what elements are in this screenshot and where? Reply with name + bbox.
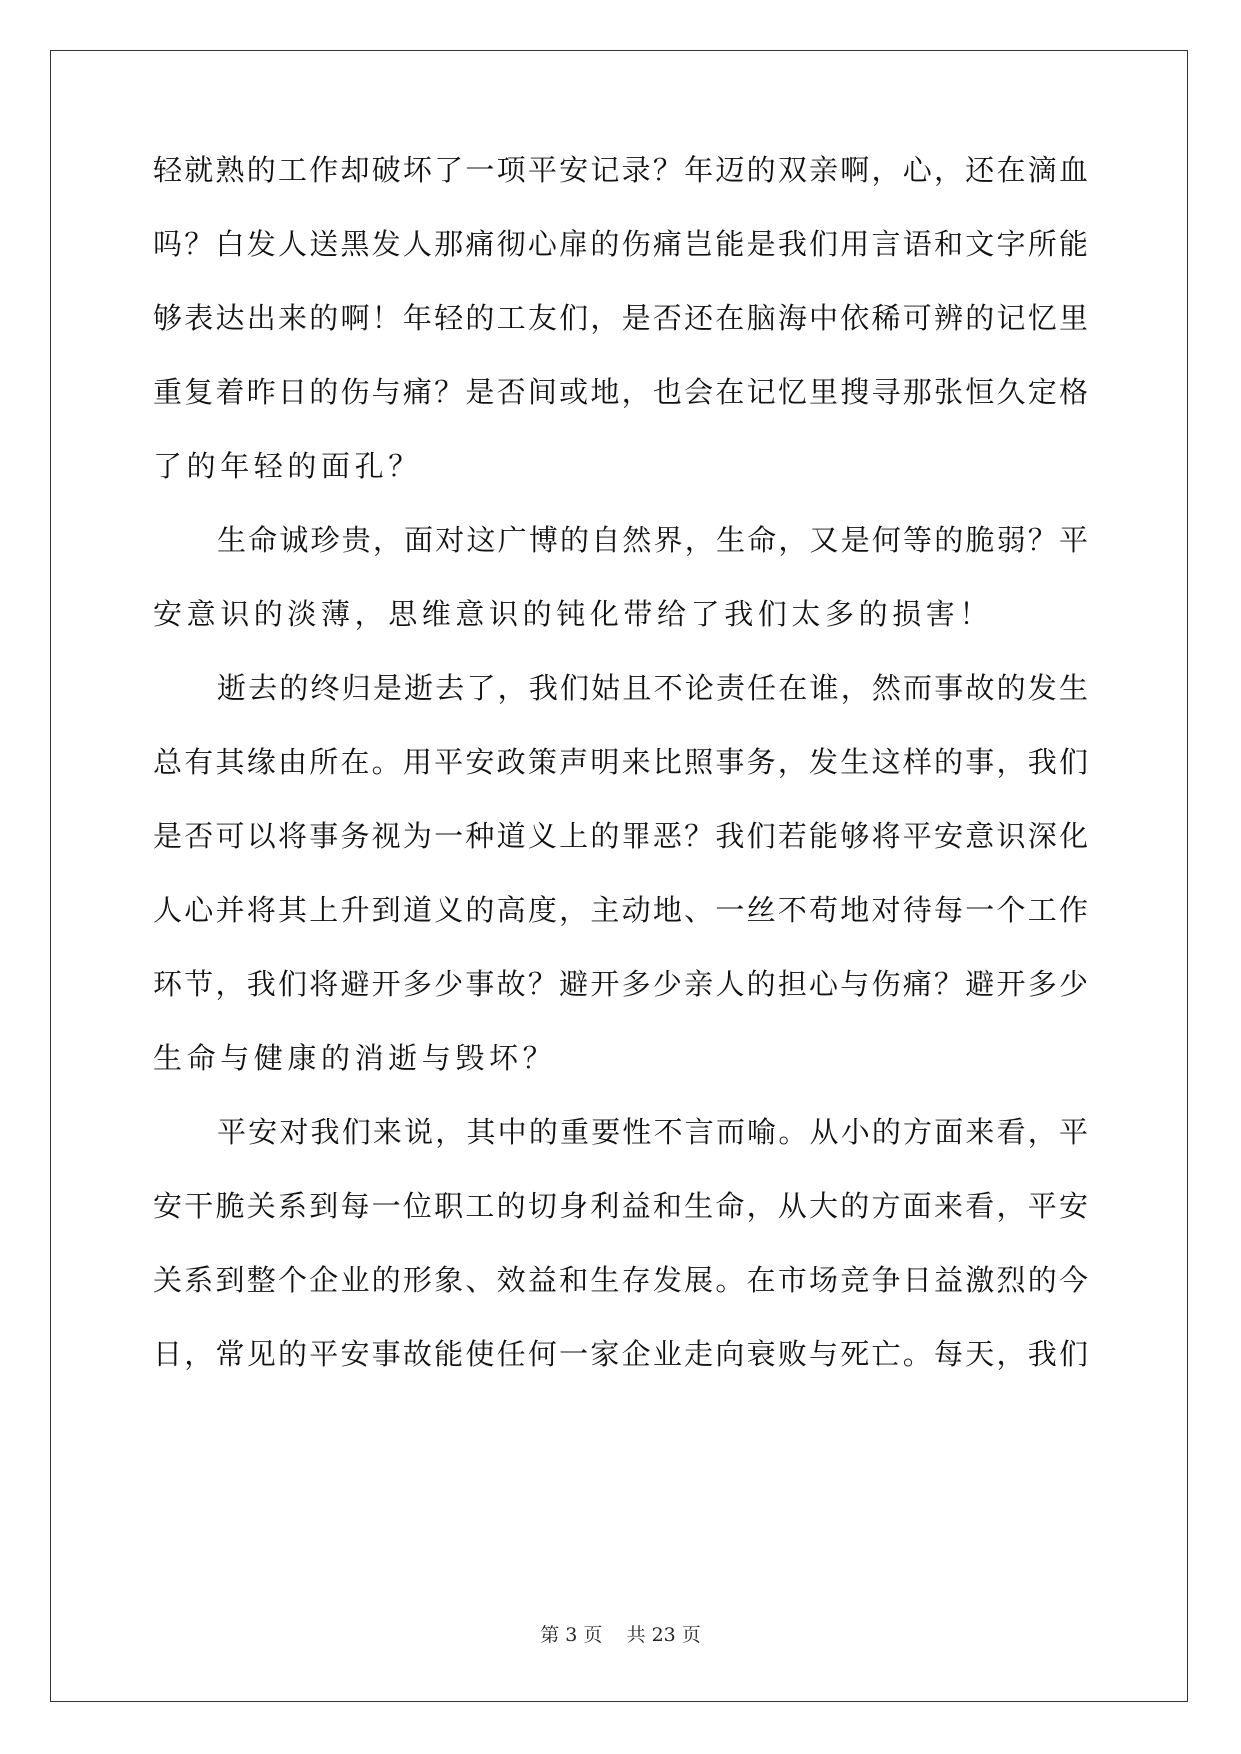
body-line: 平安对我们来说，其中的重要性不言而喻。从小的方面来看，平 — [217, 1115, 1088, 1149]
body-line: 逝去的终归是逝去了，我们姑且不论责任在谁，然而事故的发生 — [217, 671, 1088, 705]
body-line: 关系到整个企业的形象、效益和生存发展。在市场竞争日益激烈的今 — [153, 1263, 1088, 1297]
body-line: 是否可以将事务视为一种道义上的罪恶？我们若能够将平安意识深化 — [153, 819, 1088, 853]
body-line: 生命诚珍贵，面对这广博的自然界，生命，又是何等的脆弱？平 — [217, 523, 1088, 557]
body-line: 生命与健康的消逝与毁坏？ — [153, 1041, 557, 1075]
body-line: 总有其缘由所在。用平安政策声明来比照事务，发生这样的事，我们 — [153, 745, 1088, 779]
body-line: 够表达出来的啊！年轻的工友们，是否还在脑海中依稀可辨的记忆里 — [153, 301, 1088, 335]
body-line: 环节，我们将避开多少事故？避开多少亲人的担心与伤痛？避开多少 — [153, 967, 1088, 1001]
body-line: 重复着昨日的伤与痛？是否间或地，也会在记忆里搜寻那张恒久定格 — [153, 375, 1088, 409]
page-number: 第 3 页 共 23 页 — [540, 1624, 701, 1646]
body-line: 人心并将其上升到道义的高度，主动地、一丝不苟地对待每一个工作 — [153, 893, 1088, 927]
body-line: 了的年轻的面孔？ — [153, 449, 422, 483]
body-line: 轻就熟的工作却破坏了一项平安记录？年迈的双亲啊，心，还在滴血 — [153, 153, 1088, 187]
body-line: 日，常见的平安事故能使任何一家企业走向衰败与死亡。每天，我们 — [153, 1337, 1088, 1371]
body-line: 安干脆关系到每一位职工的切身利益和生命，从大的方面来看，平安 — [153, 1189, 1088, 1223]
body-line: 吗？白发人送黑发人那痛彻心扉的伤痛岂能是我们用言语和文字所能 — [153, 227, 1088, 261]
body-line: 安意识的淡薄，思维意识的钝化带给了我们太多的损害！ — [153, 597, 994, 631]
